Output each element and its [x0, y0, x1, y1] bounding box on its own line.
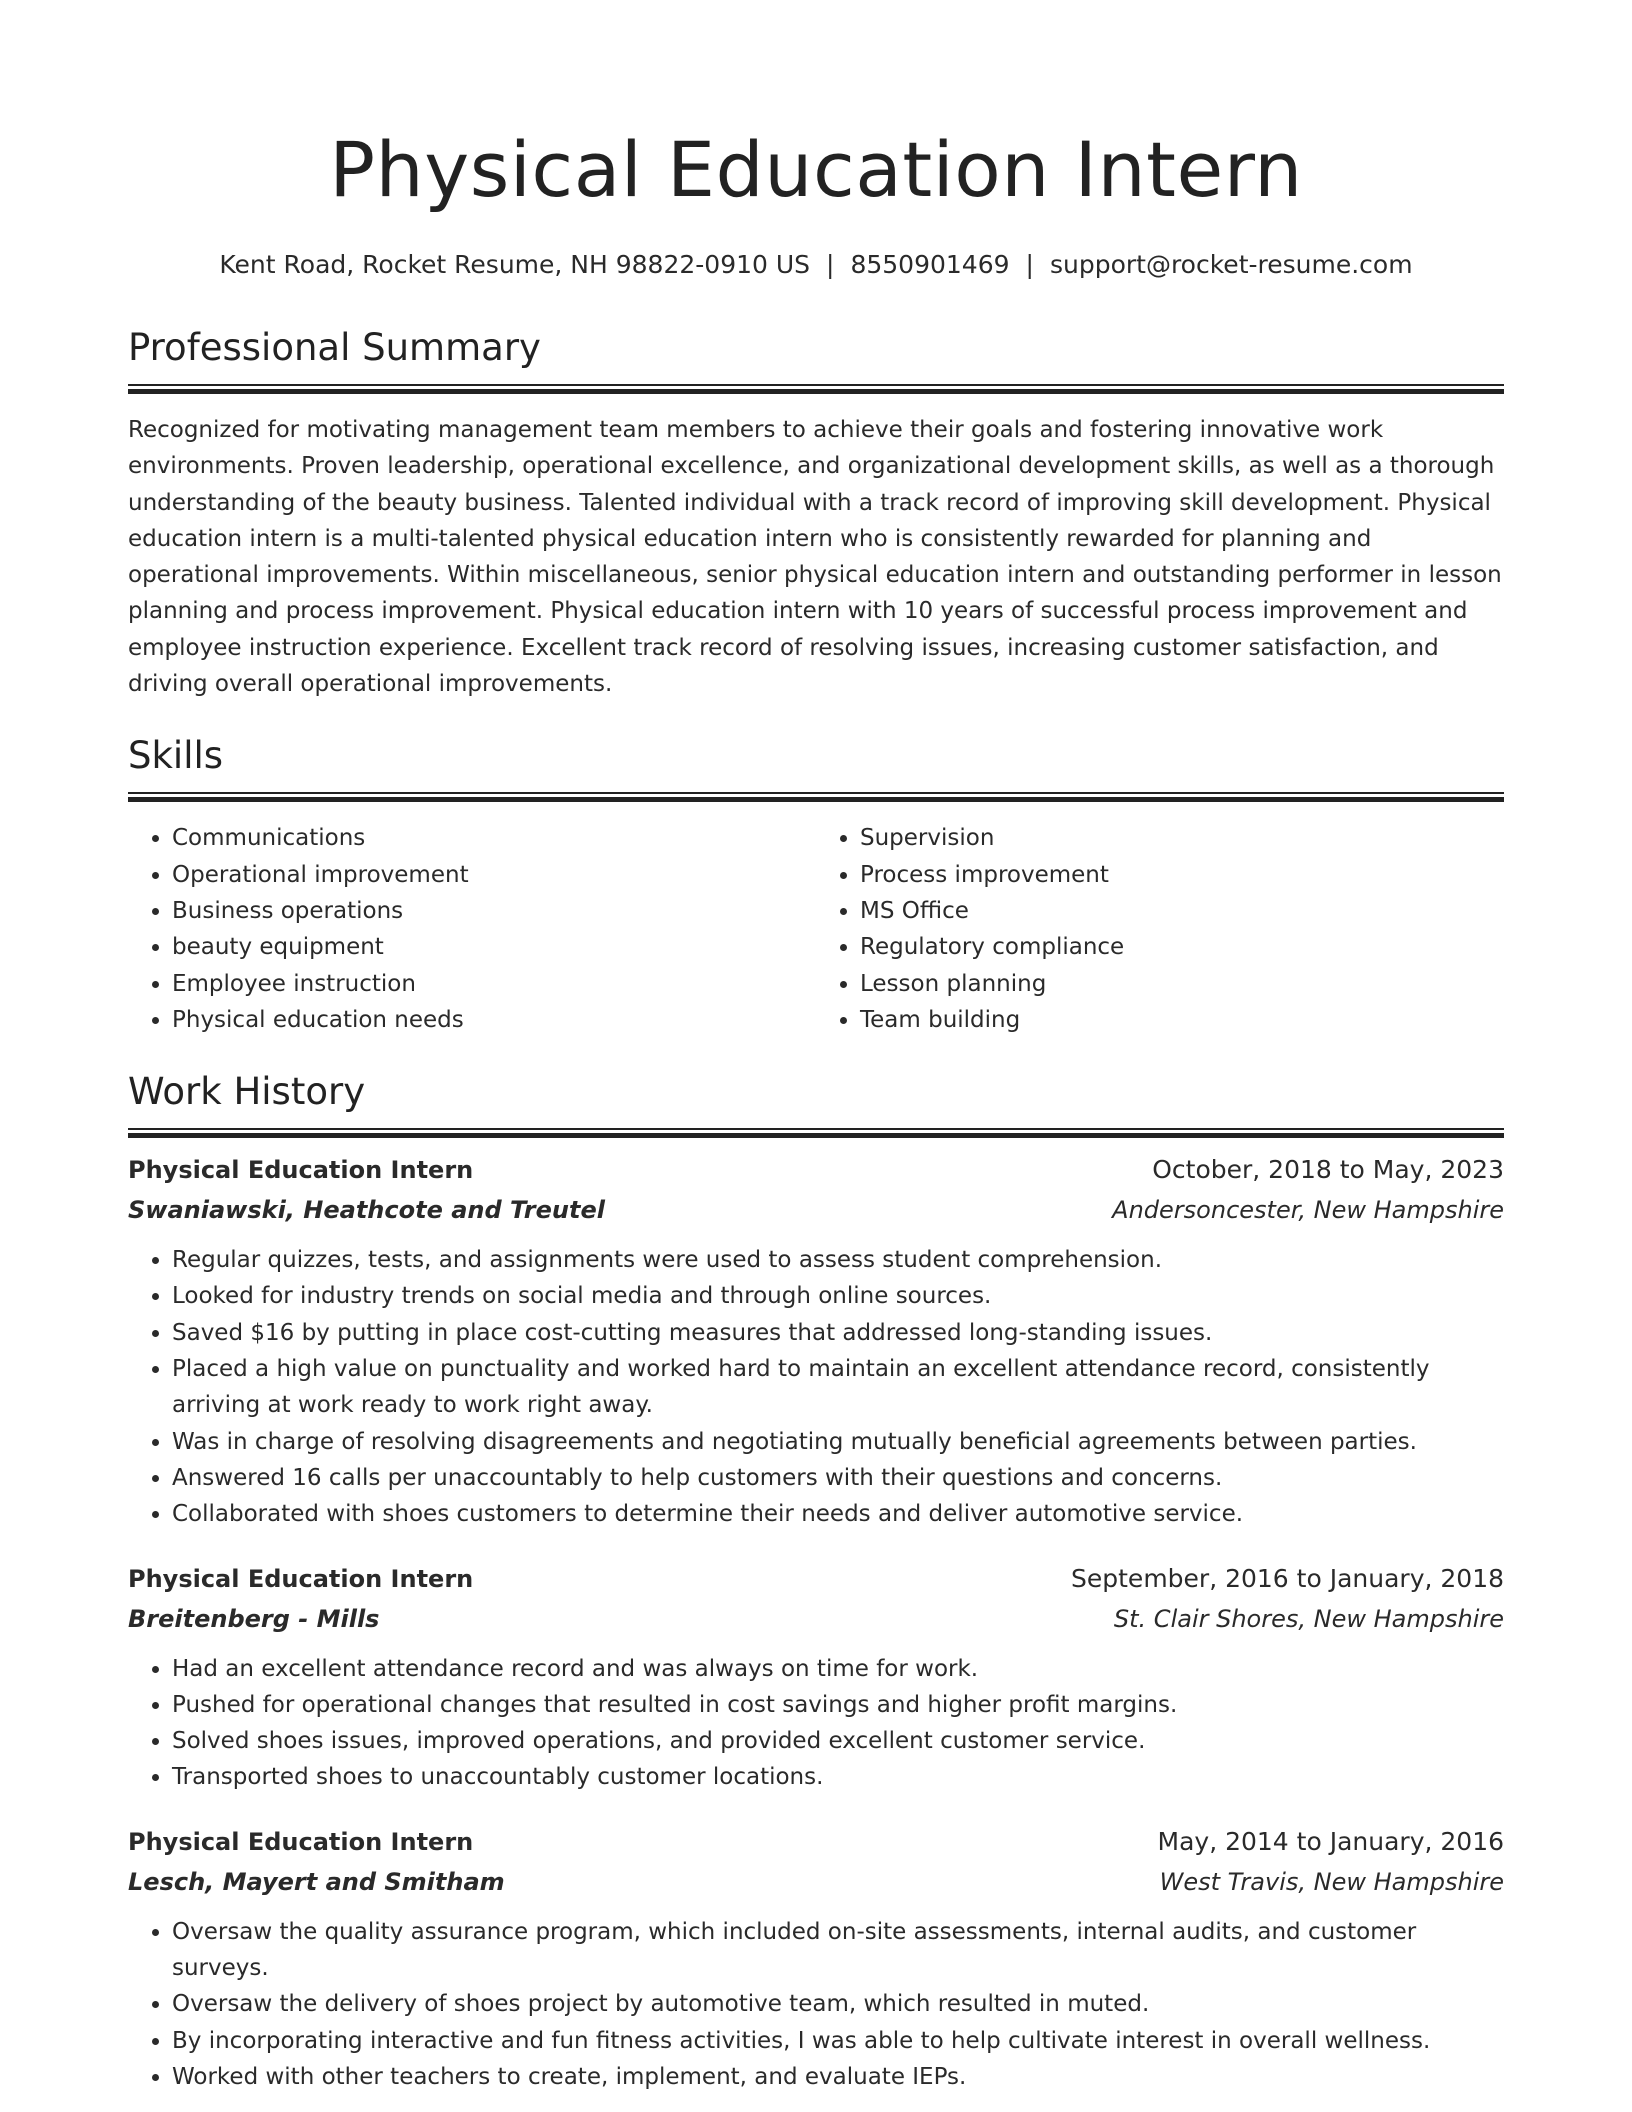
job-bullet: • By incorporating interactive and fun fitness activities, I was able to help cultivate interest in overall wellness. [172, 2023, 1504, 2059]
job-bullets [128, 1651, 1504, 1796]
job-bullet: • Pushed for operational changes that resulted in cost savings and higher profit margins. [172, 1687, 1504, 1723]
skill-item: • Physical education needs [172, 1002, 816, 1038]
phone[interactable]: 8550901469 [850, 250, 1010, 279]
work-history-heading: Work History [128, 1070, 366, 1114]
summary-text: Recognized for motivating management team members to achieve their goals and fostering innovative work environments. Proven leadership, operational excellence, and organizational development skills, as well as a thorough understanding of the beauty business. Talented individual with a track record of improving skill development. Physical education intern is a multi-talented physical education intern who is consistently rewarded for planning and operational improvements. Within miscellaneous, senior physical education intern and outstanding performer in lesson planning and process improvement. Physical education intern with 10 years of successful process improvement and employee instruction experience. Excellent track record of resolving issues, increasing customer satisfaction, and driving overall operational improvements. [128, 417, 1502, 698]
job-bullet: • Transported shoes to unaccountably customer locations. [172, 1759, 1504, 1795]
job-bullet: • Was in charge of resolving disagreements and negotiating mutually beneficial agreements between parties. [172, 1424, 1504, 1460]
job-company: Swaniawski, Heathcote and Treutel [128, 1196, 605, 1225]
job-title: Physical Education Intern [128, 1156, 474, 1185]
skill-item: • Process improvement [860, 857, 1504, 893]
job-bullet: • Oversaw the quality assurance program, which included on-site assessments, internal audits, and customer surveys. [172, 1914, 1504, 1987]
job-title: Physical Education Intern [128, 1827, 474, 1856]
job-dates: October, 2018 to May, 2023 [1152, 1155, 1504, 1185]
contact-line [128, 248, 1504, 282]
job-subheader [128, 1190, 1504, 1230]
job-company: Lesch, Mayert and Smitham [128, 1867, 505, 1896]
job-subheader [128, 1862, 1504, 1902]
section-divider [128, 384, 1504, 394]
job-bullet: • Had an excellent attendance record and was always on time for work. [172, 1651, 1504, 1687]
job-dates: September, 2016 to January, 2018 [1071, 1563, 1504, 1593]
job-entry [128, 1559, 1504, 1796]
skill-item: • Regulatory compliance [860, 929, 1504, 965]
skill-item: • Team building [860, 1002, 1504, 1038]
job-location: Andersoncester, New Hampshire [1112, 1196, 1504, 1225]
skill-item: • MS Office [860, 893, 1504, 929]
skill-item: • Operational improvement [172, 857, 816, 893]
skill-item: • beauty equipment [172, 929, 816, 965]
job-bullet: • Collaborated with shoes customers to determine their needs and deliver automotive service. [172, 1496, 1504, 1532]
job-bullets [128, 1914, 1504, 2095]
skill-item: • Lesson planning [860, 966, 1504, 1002]
job-location: West Travis, New Hampshire [1159, 1867, 1504, 1896]
skill-item: • Supervision [860, 820, 1504, 856]
skills-column-left [128, 820, 816, 1038]
job-bullet: • Solved shoes issues, improved operations, and provided excellent customer service. [172, 1723, 1504, 1759]
job-header [128, 1822, 1504, 1862]
job-title: Physical Education Intern [128, 1564, 474, 1593]
job-bullet: • Placed a high value on punctuality and worked hard to maintain an excellent attendance record, consistently arriving at work ready to work right away. [172, 1351, 1504, 1424]
job-entry [128, 1150, 1504, 1532]
contact-separator: | [1025, 250, 1034, 279]
skill-item: • Communications [172, 820, 816, 856]
skills-list [128, 820, 1504, 1038]
job-subheader [128, 1599, 1504, 1639]
skills-column-right [816, 820, 1504, 1038]
section-divider [128, 1128, 1504, 1138]
job-bullet: • Regular quizzes, tests, and assignments were used to assess student comprehension. [172, 1242, 1504, 1278]
job-header [128, 1150, 1504, 1190]
job-dates: May, 2014 to January, 2016 [1157, 1826, 1504, 1856]
skill-item: • Employee instruction [172, 966, 816, 1002]
job-bullet: • Oversaw the delivery of shoes project by automotive team, which resulted in muted. [172, 1986, 1504, 2022]
address: Kent Road, Rocket Resume, NH 98822-0910 US [219, 250, 811, 279]
candidate-name: Physical Education Intern [329, 125, 1303, 214]
job-bullets [128, 1242, 1504, 1532]
email[interactable]: support@rocket-resume.com [1049, 250, 1413, 279]
contact-separator: | [826, 250, 835, 279]
section-divider [128, 792, 1504, 802]
job-bullet: • Saved $16 by putting in place cost-cutting measures that addressed long-standing issues. [172, 1315, 1504, 1351]
summary-heading: Professional Summary [128, 326, 541, 369]
job-bullet: • Looked for industry trends on social media and through online sources. [172, 1278, 1504, 1314]
job-bullet: • Worked with other teachers to create, implement, and evaluate IEPs. [172, 2059, 1504, 2095]
skills-heading: Skills [128, 734, 224, 778]
job-company: Breitenberg - Mills [128, 1604, 380, 1633]
job-entry [128, 1822, 1504, 2095]
skill-item: • Business operations [172, 893, 816, 929]
job-location: St. Clair Shores, New Hampshire [1113, 1604, 1504, 1633]
job-header [128, 1559, 1504, 1599]
job-bullet: • Answered 16 calls per unaccountably to help customers with their questions and concerns. [172, 1460, 1504, 1496]
